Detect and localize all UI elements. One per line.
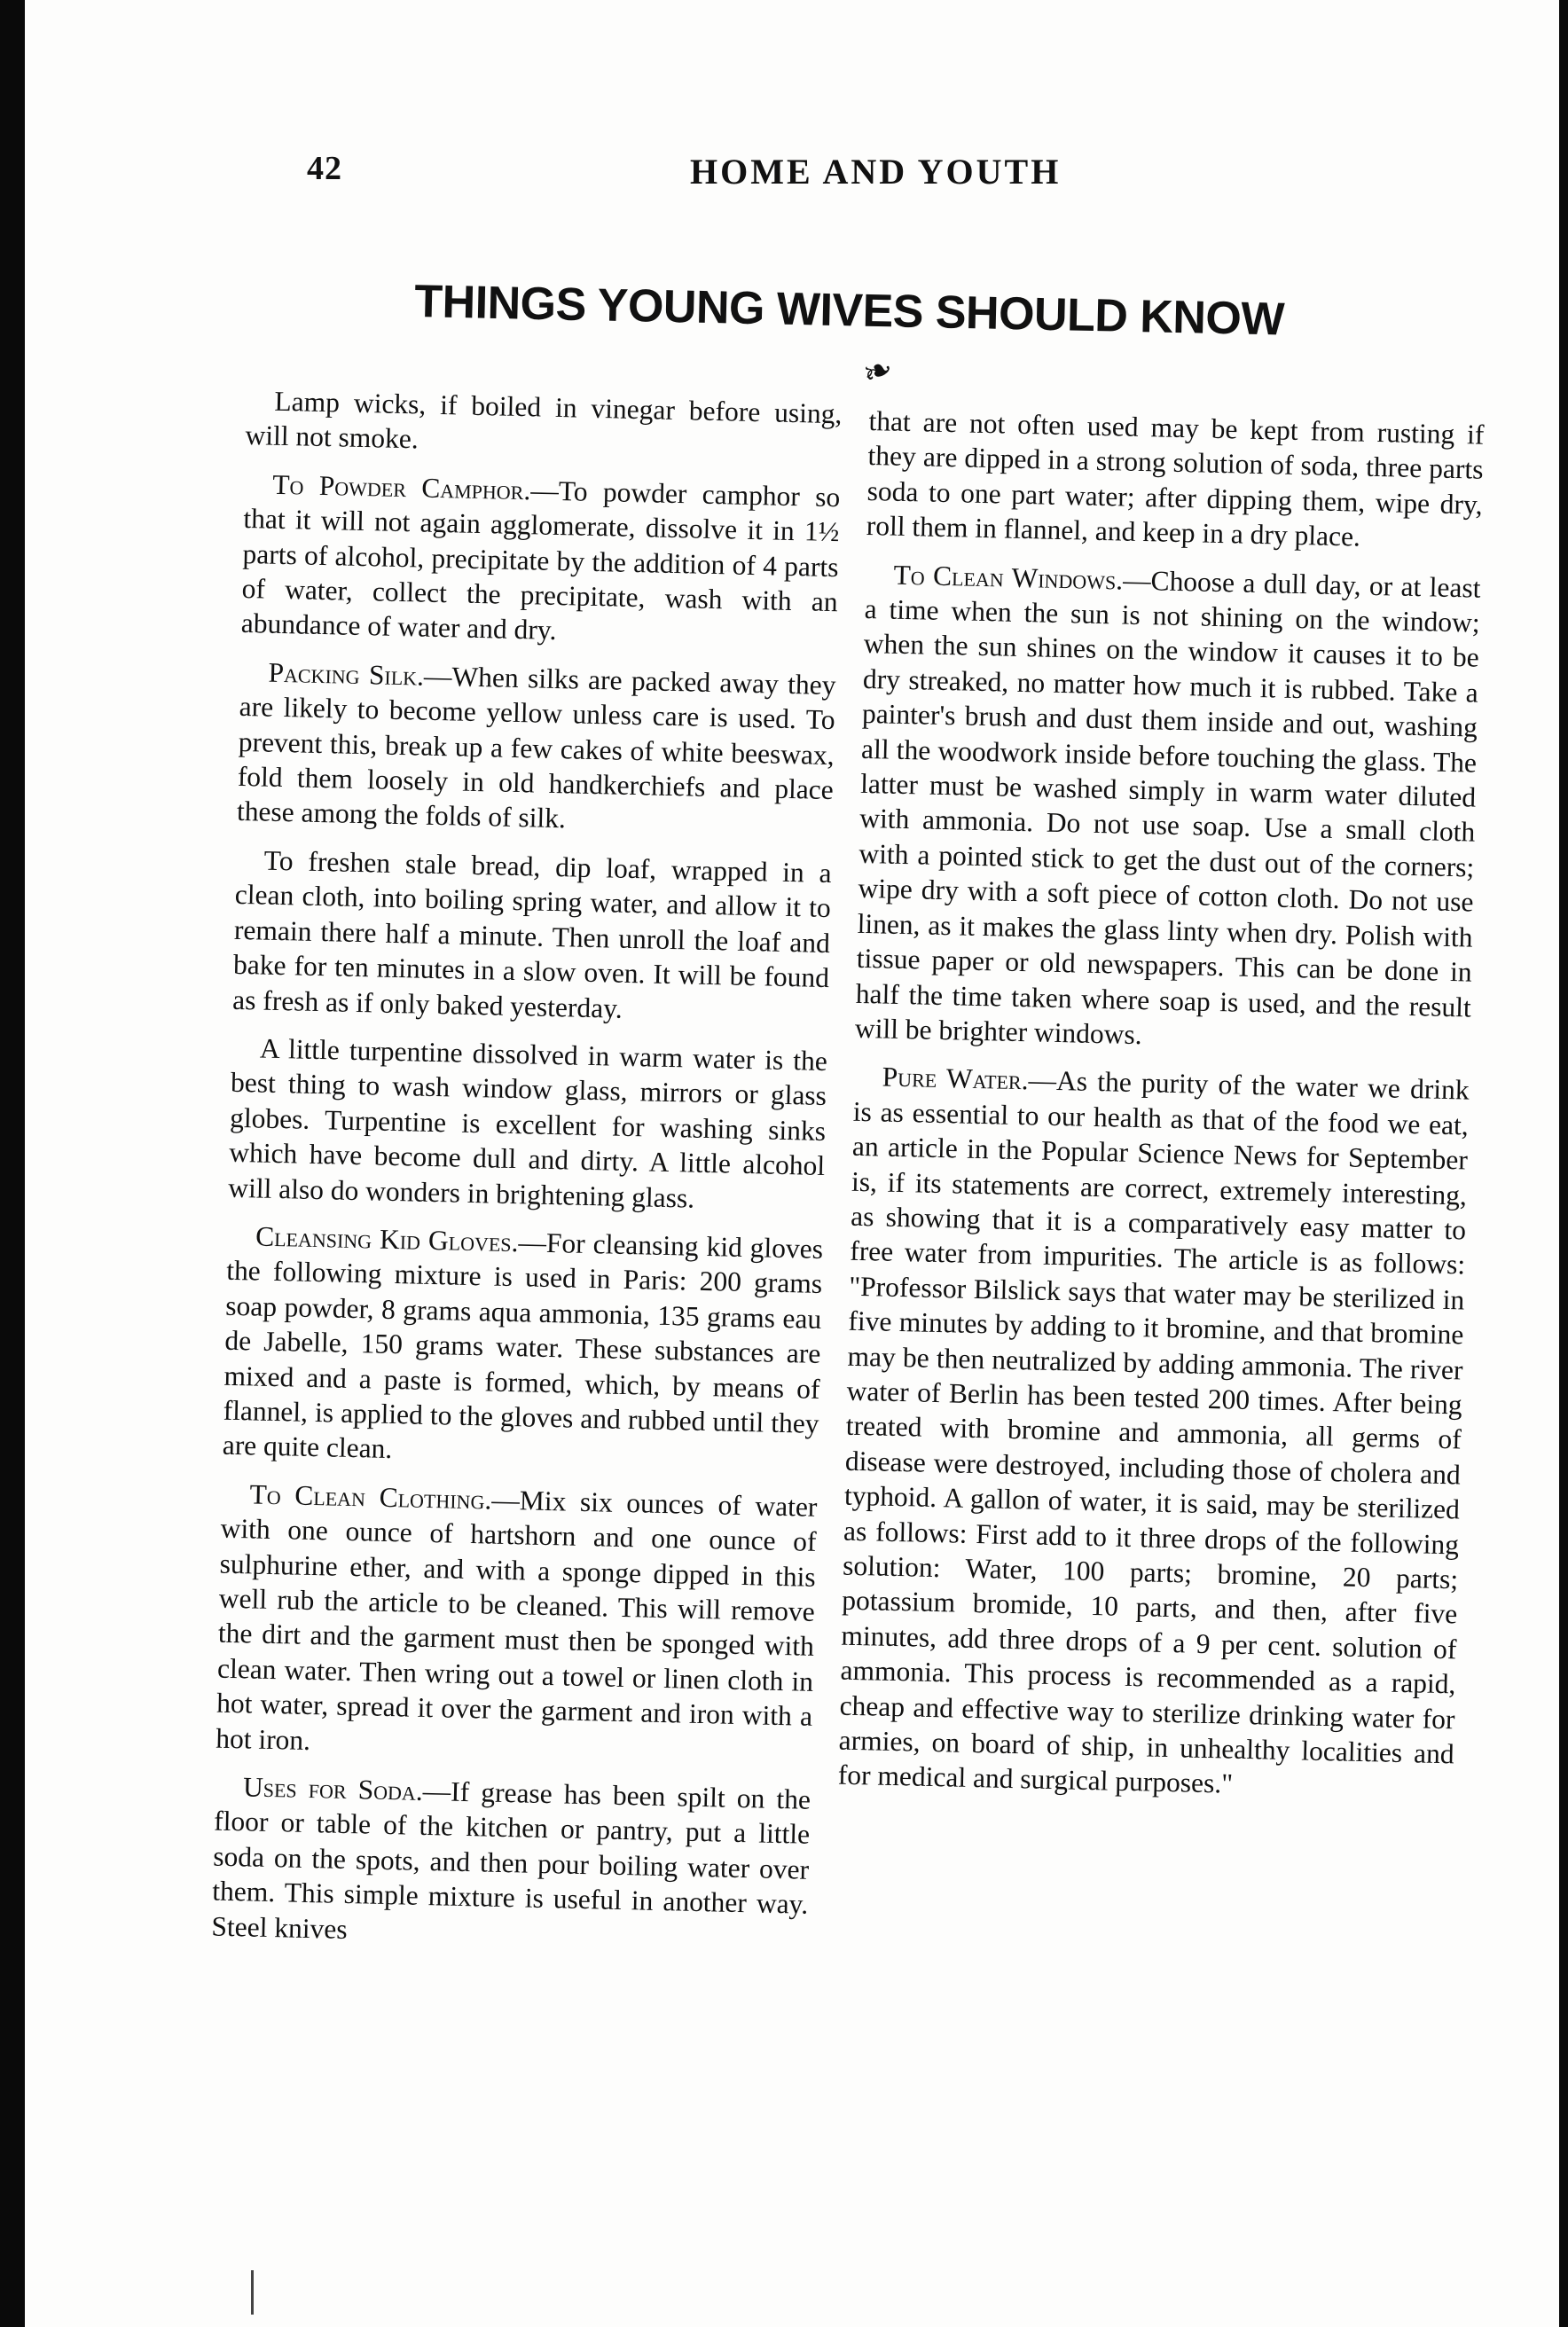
paragraph-packing-silk <box>237 654 836 842</box>
left-column <box>211 383 843 1971</box>
section-heading: Cleansing Kid Gloves. <box>255 1220 519 1258</box>
scan-artifact-mark <box>251 2270 254 2315</box>
paragraph-clean-clothing <box>216 1476 818 1768</box>
paragraph-stale-bread: To freshen stale bread, dip loaf, wrapped in a clean cloth, into boiling spring water, and allow it to remain there half a minute. Then unroll the loaf and bake for ten minutes in a slow oven. It will be found as fresh as if only baked yesterday. <box>231 844 833 1024</box>
paragraph-kid-gloves <box>222 1218 823 1477</box>
section-heading: To Clean Clothing. <box>249 1478 492 1516</box>
scan-border-left <box>0 0 25 2327</box>
paragraph-body: —For cleansing kid gloves the following mixture is used in Paris: 200 grams soap powder, 8 grams aqua ammonia, 135 grams eau de Jabelle, 150 grams water. These substances are mixed and a paste is formed, which, by means of flannel, is applied to the gloves and rubbed until they are quite clean. <box>222 1226 824 1465</box>
paragraph-powder-camphor <box>240 466 840 654</box>
fleuron-ornament-icon: ❧ <box>857 347 899 396</box>
paragraph-body: —Mix six ounces of water with one ounce of hartshorn and one ounce of sulphurine ether, and with a sponge dipped in this well rub the article to be cleaned. This will remove the dirt and the garment must then be sponged with clean water. Then wring out a towel or linen cloth in hot water, spread it over the garment and iron with a hot iron. <box>215 1484 818 1756</box>
section-heading: To Clean Windows. <box>893 559 1124 596</box>
article-title: THINGS YOUNG WIVES SHOULD KNOW <box>413 275 1285 346</box>
paragraph-clean-windows <box>855 557 1481 1060</box>
section-heading: Packing Silk. <box>268 656 425 692</box>
section-heading: To Powder Camphor. <box>272 468 531 506</box>
paragraph-body: —When silks are packed away they are likely to become yellow unless care is used. To prevent this, break up a few cakes of white beeswax, fold them loosely in old handkerchiefs and place these among the folds of silk. <box>236 660 836 834</box>
paragraph-soda-continued: that are not often used may be kept from rusting if they are dipped in a strong solution of soda, three parts soda to one part water; after dipping them, wipe dry, roll them in flannel, and keep in a dry place. <box>866 404 1485 552</box>
scan-border-right <box>1559 0 1568 2327</box>
paragraph-body: —If grease has been spilt on the floor or table of the kitchen or pantry, put a little soda on the spots, and then pour boiling water over them. This simple mixture is useful in another way. Steel knives <box>211 1775 811 1945</box>
page-number: 42 <box>307 150 342 187</box>
paragraph-body: —As the purity of the water we drink is as essential to our health as that of the food we eat, an article in the Popular Science News for September is, if its statements are correct, extremely interesting, as showing that it is a comparatively easy matter to free water from impurities. The article is as follows: "Professor Bilslick says that water may be sterilized in five minutes by adding to it bromine, and that bromine may be then neutralized by adding ammonia. The river water of Berlin has been tested 200 times. After being treated with bromine and ammonia, all germs of disease were destroyed, including those of cholera and typhoid. A gallon of water, it is said, may be sterilized as follows: First add to it three drops of the following solution: Water, 100 parts; bromine, 20 parts; potassium bromide, 10 parts, and then, after five minutes, add three drops of a 9 per cent. solution of ammonia. This process is recommended as a rapid, cheap and effective way to sterilize drinking water for armies, on board of ship, in unhealthy localities and for medical and surgical purposes." <box>837 1064 1470 1800</box>
paragraph-uses-for-soda <box>211 1769 811 1957</box>
paragraph-body: —To powder camphor so that it will not again agglomerate, dissolve it in 1½ parts of alcohol, precipitate by the addition of 4 parts of water, collect the precipitate, wash with an abundance of water and dry. <box>240 474 841 646</box>
paragraph-turpentine: A little turpentine dissolved in warm water is the best thing to wash window glass, mirrors or glass globes. Turpentine is excellent for washing sinks which have become dull and dirty. A little alcohol will also do wonders in brightening glass. <box>228 1032 828 1214</box>
section-heading: Pure Water. <box>882 1061 1029 1096</box>
section-heading: Uses for Soda. <box>242 1771 424 1806</box>
magazine-page <box>25 0 1559 2327</box>
paragraph-pure-water <box>837 1059 1470 1806</box>
right-column <box>837 404 1485 1820</box>
running-head: HOME AND YOUTH <box>690 152 1062 192</box>
paragraph-lamp-wicks: Lamp wicks, if boiled in vinegar before using, will not smoke. <box>245 385 843 455</box>
paragraph-body: —Choose a dull day, or at least a time when the sun is not shining on the window; when the sun shines on the window it causes it to be dry streaked, no matter how much it is rubbed. Take a painter's brush and dust them inside and out, washing all the woodwork inside before touching the glass. The latter must be washed simply in warm water diluted with ammonia. Do not use soap. Use a small cloth with a pointed stick to get the dust out of the corners; wipe dry with a soft piece of cotton cloth. Do not use linen, as it makes the glass linty when dry. Polish with tissue paper or old newspapers. This can be done in half the time taken where soap is used, and the result will be brighter windows. <box>854 564 1481 1051</box>
